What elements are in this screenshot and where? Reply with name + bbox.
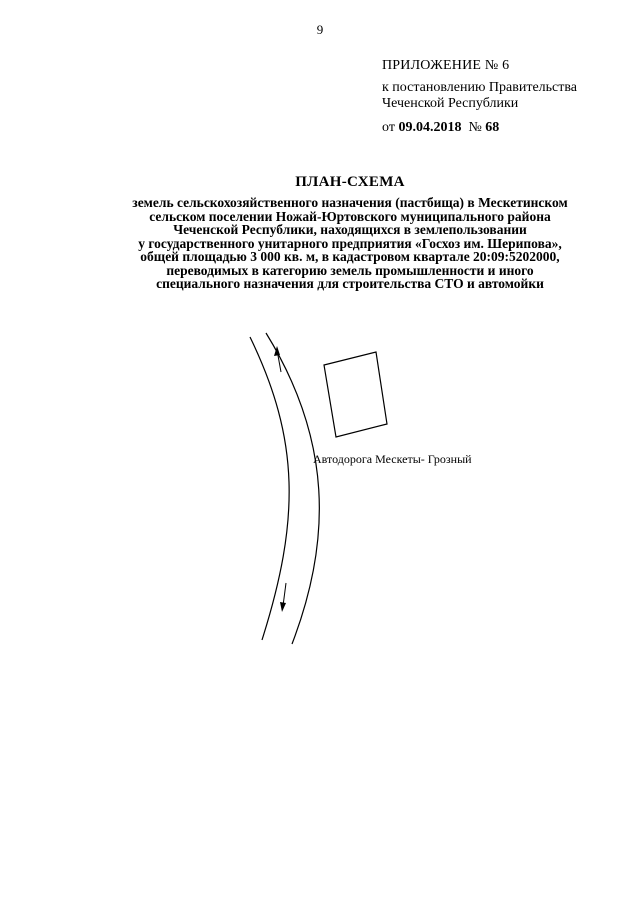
arrow-down-icon: [280, 583, 286, 612]
subtitle-line: сельском поселении Ножай-Юртовского муниципального района: [149, 208, 551, 224]
annex-line-2: Чеченской Республики: [382, 96, 519, 111]
page-number: 9: [316, 22, 324, 37]
document-title: ПЛАН-СХЕМА: [295, 174, 405, 190]
subtitle-line: общей площадью 3 000 кв. м, в кадастровом квартале 20:09:5202000,: [140, 249, 560, 264]
subtitle-line: у государственного унитарного предприятия «Госхоз им. Шерипова»,: [138, 235, 562, 251]
annex-number: 68: [485, 120, 500, 135]
annex-date: 09.04.2018: [398, 120, 462, 135]
road-label: Автодорога Мескеты- Грозный: [313, 452, 472, 466]
subtitle-line: Чеченской Республики, находящихся в землепользовании: [173, 222, 527, 237]
arrow-up-icon: [274, 346, 281, 372]
date-prefix: от: [382, 120, 399, 135]
subtitle-line: земель сельскохозяйственного назначения (пастбища) в Мескетинском: [132, 195, 568, 210]
number-prefix: №: [461, 120, 486, 135]
road-left-edge: [250, 337, 289, 640]
land-plot: [324, 352, 387, 437]
subtitle-line: специального назначения для строительства СТО и автомойки: [156, 276, 544, 291]
subtitle-line: переводимых в категорию земель промышленности и иного: [166, 262, 534, 278]
annex-line-1: к постановлению Правительства: [382, 80, 578, 95]
annex-title: ПРИЛОЖЕНИЕ № 6: [382, 58, 510, 73]
